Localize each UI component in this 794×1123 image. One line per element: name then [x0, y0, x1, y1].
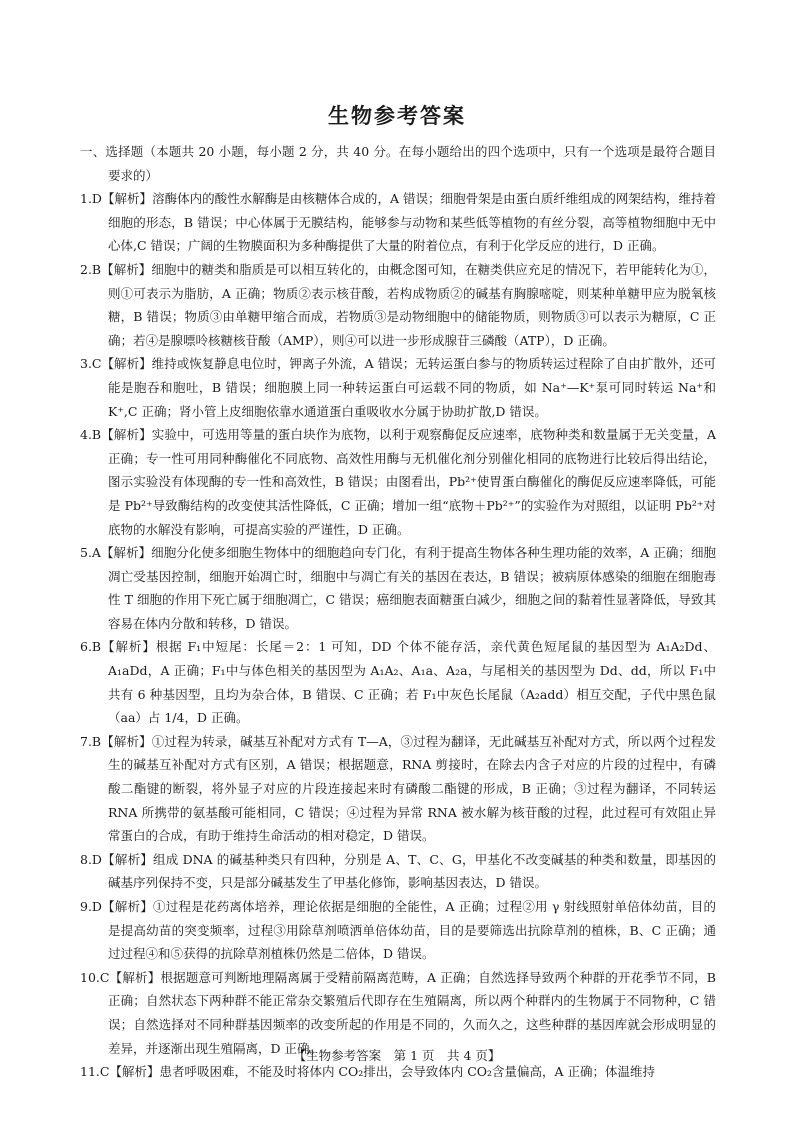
answer-text: 细胞分化使多细胞生物体中的细胞趋向专门化，有利于提高生物体各种生理功能的效率，A 正确；细胞凋亡受基因控制，细胞开始凋亡时，细胞中与凋亡有关的基因在表达，B 错误；被病原体感染的细胞在细胞毒性 T 细胞的作用下死亡属于细胞凋亡，C 错误；癌细胞表面糖蛋白减少，细胞之间的黏着性显著降低，导致其容易在体内分散和转移，D 错误。: [108, 545, 716, 631]
answer-label: 9.D【解析】: [80, 899, 154, 914]
answer-label: 7.B【解析】: [80, 733, 152, 749]
answer-label: 5.A【解析】: [80, 545, 152, 561]
answer-item: [80, 352, 716, 423]
answer-text: 实验中，可选用等量的蛋白块作为底物，以利于观察酶促反应速率，底物种类和数量属于无关变量，A 正确；专一性可用同种酶催化不同底物、高效性用酶与无机催化剂分别催化相同的底物进行比较后得出结论，图示实验没有体现酶的专一性和高效性，B 错误；由图看出，Pb²⁺使胃蛋白酶催化的酶促反应速率降低，可能是 Pb²⁺导致酶结构的改变使其活性降低，C 正确；增加一组“底物＋Pb²⁺”的实验作为对照组，以证明 Pb²⁺对底物的水解没有影响，可提高实验的严谨性，D 正确。: [108, 427, 716, 537]
page-title: 生物参考答案: [328, 103, 466, 128]
answer-text: 细胞中的糖类和脂质是可以相互转化的，由概念图可知，在糖类供应充足的情况下，若甲能转化为①，则①可表示为脂肪，A 正确；物质②表示核苷酸，若构成物质②的碱基有胸腺嘧啶，则某种单糖甲应为脱氧核糖，B 错误；物质③由单糖甲缩合而成，若物质③是动物细胞中的储能物质，则物质③可以表示为糖原，C 正确；若④是腺嘌呤核糖核苷酸（AMP），则④可以进一步形成腺苷三磷酸（ATP），D 正确。: [108, 261, 716, 348]
answer-label: 4.B【解析】: [80, 427, 152, 443]
answer-list: [80, 187, 716, 1084]
answer-text: 根据题意可判断地理隔离属于受精前隔离范畴，A 正确；自然选择导致两个种群的开花季节不同，B 正确；自然状态下两种群不能正常杂交繁殖后代即存在生殖隔离，所以两个种群内的生物属于不同物种，C 错误；自然选择对不同种群基因频率的改变所起的作用是不同的，久而久之，这些种群的基因库就会形成明显的差异，并逐渐出现生殖隔离，D 正确。: [108, 969, 716, 1056]
answer-item: [80, 423, 716, 541]
answer-text: 患者呼吸困难，不能及时将体内 CO₂排出，会导致体内 CO₂含量偏高，A 正确；体温维持: [159, 1064, 656, 1080]
answer-item: [80, 730, 716, 848]
section-heading: 一、选择题（本题共 20 小题，每小题 2 分，共 40 分。在每小题给出的四个选项中，只有一个选项是最符合题目要求的）: [80, 144, 716, 183]
answer-label: 10.C【解析】: [80, 969, 161, 985]
answer-text: ①过程为转录，碱基互补配对方式有 T—A，③过程为翻译，无此碱基互补配对方式，所以两个过程发生的碱基互补配对方式有区别，A 错误；根据题意，RNA 剪接时，在除去内含子对应的片段的过程中，有磷酸二酯键的断裂，将外显子对应的片段连接起来时有磷酸二酯键的形成，B 正确；③过程为翻译，不同转运 RNA 所携带的氨基酸可能相同，C 错误；④过程为异常 RNA 被水解为核苷酸的过程，此过程可有效阻止异常蛋白的合成，有助于维持生命活动的相对稳定，D 错误。: [108, 733, 716, 844]
answer-label: 6.B【解析】: [80, 639, 156, 655]
answer-item: [80, 187, 716, 258]
answer-text: 维持或恢复静息电位时，钾离子外流，A 错误；无转运蛋白参与的物质转运过程除了自由扩散外，还可能是胞吞和胞吐，B 错误；细胞膜上同一种转运蛋白可运载不同的物质，如 Na⁺—K⁺泵可同时转运 Na⁺和 K⁺,C 正确；肾小管上皮细胞依靠水通道蛋白重吸收水分属于协助扩散,D 错误。: [108, 356, 716, 419]
answer-label: 3.C【解析】: [80, 356, 152, 372]
page-footer: 【生物参考答案 第 1 页 共 4 页】: [293, 1048, 501, 1063]
answer-text: ①过程是花药离体培养，理论依据是细胞的全能性，A 正确；过程②用 γ 射线照射单倍体幼苗，目的是提高幼苗的突变频率，过程③用除草剂喷洒单倍体幼苗，目的是要筛选出抗除草剂的植株，B、C 正确；通过过程④和⑤获得的抗除草剂植株仍然是二倍体，D 错误。: [108, 899, 717, 962]
answer-label: 11.C【解析】: [80, 1064, 160, 1080]
answer-text: 溶酶体内的酸性水解酶是由核糖体合成的，A 错误；细胞骨架是由蛋白质纤维组成的网架结构，维持着细胞的形态，B 错误；中心体属于无膜结构，能够参与动物和某些低等植物的有丝分裂，高等植物细胞中无中心体,C 错误；广阔的生物膜面积为多种酶提供了大量的附着位点，有利于化学反应的进行，D 正确。: [108, 191, 716, 254]
answer-label: 2.B【解析】: [80, 261, 152, 277]
answer-item: [80, 848, 716, 895]
answer-label: 1.D【解析】: [80, 191, 153, 207]
answer-text: 根据 F₁中短尾：长尾＝2：1 可知，DD 个体不能存活，亲代黄色短尾鼠的基因型为 A₁A₂Dd、A₁aDd，A 正确；F₁中与体色相关的基因型为 A₁A₂、A₁a、A₂a，与尾相关的基因型为 Dd、dd，所以 F₁中共有 6 种基因型，且均为杂合体，B 错误、C 正确；若 F₁中灰色长尾鼠（A₂add）相互交配，子代中黑色鼠（aa）占 1/4，D 正确。: [108, 639, 716, 726]
answer-item: [80, 258, 716, 352]
answer-label: 8.D【解析】: [80, 851, 153, 867]
answer-text: 组成 DNA 的碱基种类只有四种，分别是 A、T、C、G，甲基化不改变碱基的种类和数量，即基因的碱基序列保持不变，只是部分碱基发生了甲基化修饰，影响基因表达，D 错误。: [108, 851, 716, 891]
answer-item: [80, 635, 716, 729]
answer-item: [80, 895, 716, 966]
answer-item: [80, 541, 716, 635]
answer-body: [80, 140, 716, 1084]
